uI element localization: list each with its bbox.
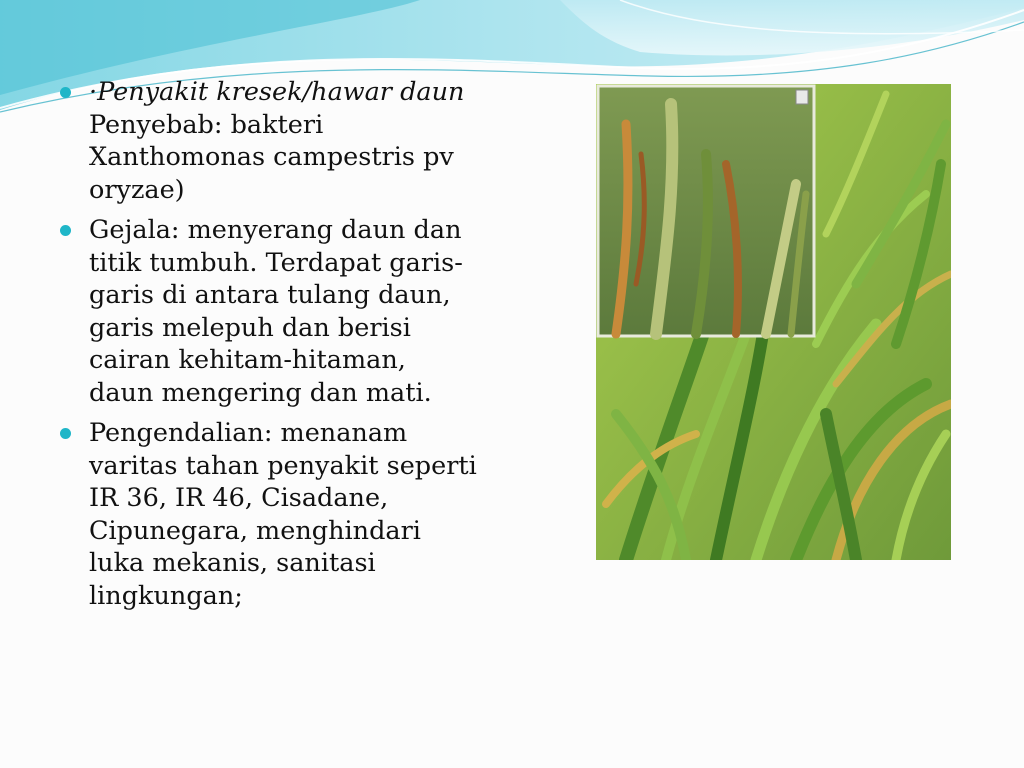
bullet-item-disease [58, 76, 498, 206]
bullet-dot-icon [60, 428, 71, 439]
rice-plant-photo-icon [596, 84, 951, 560]
bullet-line: Cipunegara, menghindari [89, 515, 421, 546]
rice-plant-photo [596, 84, 951, 560]
bullet-item-symptoms [58, 214, 498, 409]
bullet-line: garis melepuh dan berisi [89, 312, 411, 343]
bullet-line: varitas tahan penyakit seperti [89, 450, 477, 481]
bullet-dot-icon [60, 87, 71, 98]
bullet-line: IR 36, IR 46, Cisadane, [89, 483, 389, 513]
bullet-line: Gejala: menyerang daun dan [89, 215, 462, 245]
bullet-list [58, 76, 498, 612]
text-content [58, 76, 498, 620]
bullet-line: daun mengering dan mati. [89, 377, 432, 408]
bullet-line: garis di antara tulang daun, [89, 280, 451, 310]
bullet-line: oryzae) [89, 174, 185, 205]
bullet-dot-icon [60, 225, 71, 236]
bullet-line: Xanthomonas campestris pv [89, 142, 454, 172]
bullet-line: cairan kehitam-hitaman, [89, 345, 406, 375]
bullet-line: luka mekanis, sanitasi [89, 548, 376, 578]
bullet-line: Penyebab: bakteri [89, 109, 324, 140]
bullet-line: titik tumbuh. Terdapat garis- [89, 247, 463, 278]
bullet-line: lingkungan; [89, 580, 243, 611]
bullet-line: Pengendalian: menanam [89, 418, 408, 448]
bullet-line: ·Penyakit kresek/hawar daun [89, 77, 465, 107]
bullet-item-control [58, 417, 498, 612]
